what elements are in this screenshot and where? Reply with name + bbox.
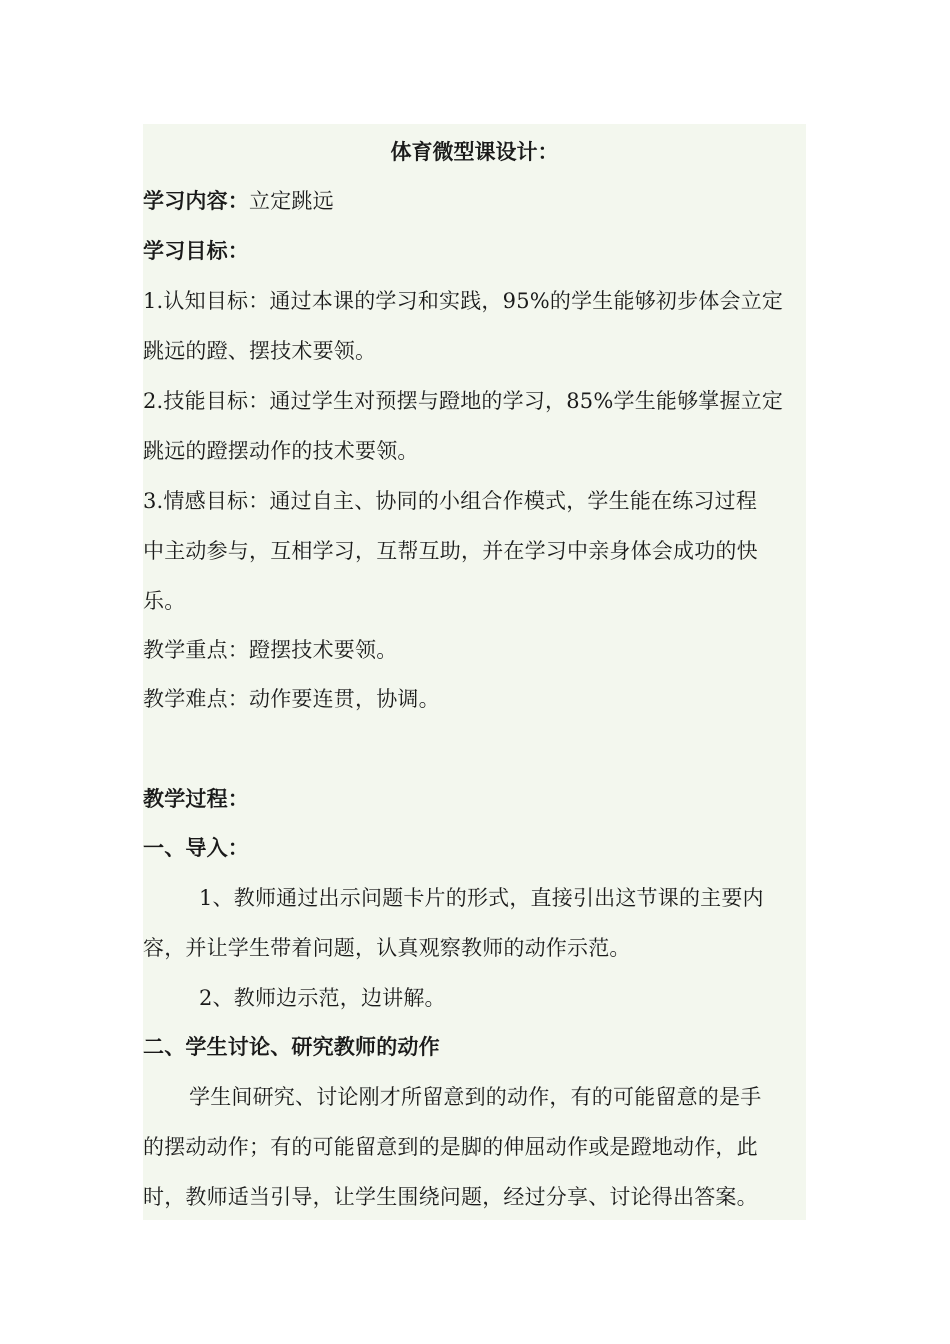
section2-line2: 的摆动动作；有的可能留意到的是脚的伸屈动作或是蹬地动作，此 [143,1135,758,1159]
goal3-line2: 中主动参与，互相学习，互帮互助，并在学习中亲身体会成功的快 [143,539,758,563]
goal1-line2: 跳远的蹬、摆技术要领。 [143,339,377,363]
goal3-line3: 乐。 [143,589,186,613]
section1-heading: 一、导入： [143,836,249,860]
content-line [143,186,334,216]
page-title: 体育微型课设计： [390,140,559,164]
document-page [143,124,806,1220]
content-value: 立定跳远 [249,189,334,213]
process-heading: 教学过程： [143,787,249,811]
content-label: 学习内容： [143,189,249,213]
section1-item1-line1: 1、教师通过出示问题卡片的形式，直接引出这节课的主要内 [199,886,764,910]
goal2-line1: 2.技能目标：通过学生对预摆与蹬地的学习，85%学生能够掌握立定 [143,389,784,413]
goal3-line1: 3.情感目标：通过自主、协同的小组合作模式，学生能在练习过程 [143,489,758,513]
section1-item1-line2: 容，并让学生带着问题，认真观察教师的动作示范。 [143,936,631,960]
section2-line1: 学生间研究、讨论刚才所留意到的动作，有的可能留意的是手 [189,1085,762,1109]
goals-heading: 学习目标： [143,239,249,263]
key-point: 教学重点：蹬摆技术要领。 [143,638,398,662]
section2-line3: 时，教师适当引导，让学生围绕问题，经过分享、讨论得出答案。 [143,1185,758,1209]
difficulty: 教学难点：动作要连贯，协调。 [143,687,440,711]
goal2-line2: 跳远的蹬摆动作的技术要领。 [143,439,419,463]
section1-item2: 2、教师边示范，边讲解。 [199,986,446,1010]
section2-heading: 二、学生讨论、研究教师的动作 [143,1035,440,1059]
goal1-line1: 1.认知目标：通过本课的学习和实践，95%的学生能够初步体会立定 [143,289,784,313]
